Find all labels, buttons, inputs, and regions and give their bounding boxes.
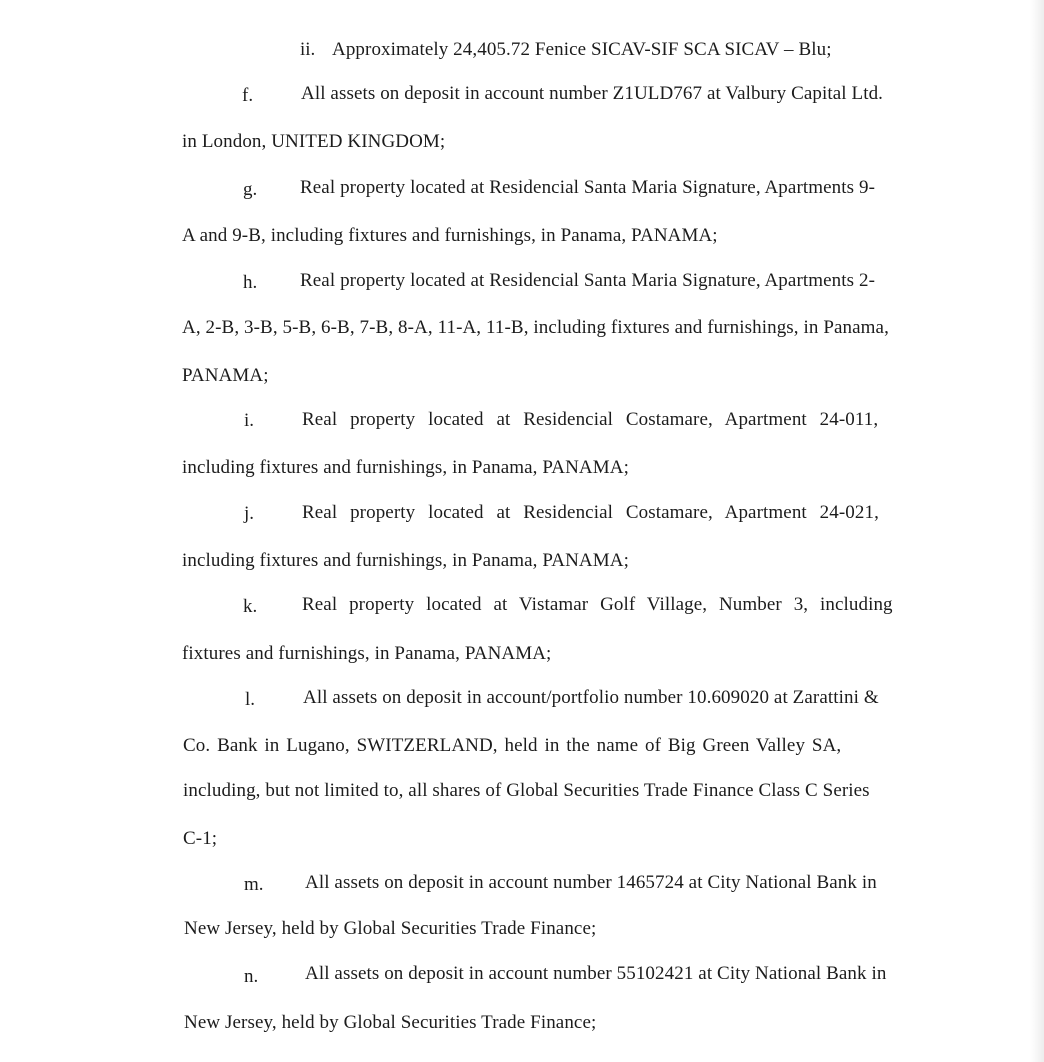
- item-marker-h: h.: [243, 272, 258, 293]
- item-f-line-1: All assets on deposit in account number Z1ULD767 at Valbury Capital Ltd.: [301, 83, 884, 104]
- item-h-line-1: Real property located at Residencial Santa Maria Signature, Apartments 2-: [300, 270, 876, 291]
- item-marker-ii: ii.: [300, 39, 316, 60]
- item-f-line-2: in London, UNITED KINGDOM;: [182, 131, 446, 152]
- item-n-line-2: New Jersey, held by Global Securities Trade Finance;: [184, 1012, 597, 1033]
- item-marker-n: n.: [244, 966, 259, 987]
- item-marker-i: i.: [244, 410, 255, 431]
- item-k-line-1: Real property located at Vistamar Golf Village, Number 3, including: [302, 594, 893, 615]
- item-k-line-2: fixtures and furnishings, in Panama, PANAMA;: [182, 643, 552, 664]
- item-marker-l: l.: [245, 689, 256, 710]
- item-marker-k: k.: [243, 596, 258, 617]
- item-g-line-1: Real property located at Residencial Santa Maria Signature, Apartments 9-: [300, 177, 876, 198]
- item-j-line-2: including fixtures and furnishings, in Panama, PANAMA;: [182, 550, 629, 571]
- item-i-line-2: including fixtures and furnishings, in Panama, PANAMA;: [182, 457, 629, 478]
- item-l-line-4: C-1;: [183, 828, 218, 849]
- item-l-line-2: Co. Bank in Lugano, SWITZERLAND, held in the name of Big Green Valley SA,: [183, 735, 842, 756]
- item-m-line-2: New Jersey, held by Global Securities Trade Finance;: [184, 918, 597, 939]
- item-l-line-3: including, but not limited to, all shares of Global Securities Trade Finance Class C Series: [183, 780, 870, 801]
- item-j-line-1: Real property located at Residencial Costamare, Apartment 24-021,: [302, 502, 879, 523]
- item-g-line-2: A and 9-B, including fixtures and furnishings, in Panama, PANAMA;: [182, 225, 718, 246]
- item-n-line-1: All assets on deposit in account number 55102421 at City National Bank in: [305, 963, 887, 984]
- item-marker-f: f.: [242, 85, 254, 106]
- item-l-line-1: All assets on deposit in account/portfolio number 10.609020 at Zarattini &: [303, 687, 879, 708]
- item-marker-j: j.: [244, 503, 255, 524]
- item-marker-g: g.: [243, 179, 258, 200]
- item-i-line-1: Real property located at Residencial Costamare, Apartment 24-011,: [302, 409, 879, 430]
- item-h-line-3: PANAMA;: [182, 365, 269, 386]
- item-marker-m: m.: [244, 874, 264, 895]
- item-h-line-2: A, 2-B, 3-B, 5-B, 6-B, 7-B, 8-A, 11-A, 11-B, including fixtures and furnishings, in Panama,: [182, 317, 889, 338]
- item-m-line-1: All assets on deposit in account number 1465724 at City National Bank in: [305, 872, 877, 893]
- item-ii-line-1: Approximately 24,405.72 Fenice SICAV-SIF SCA SICAV – Blu;: [332, 39, 832, 60]
- page-edge-shadow: [1030, 0, 1044, 1062]
